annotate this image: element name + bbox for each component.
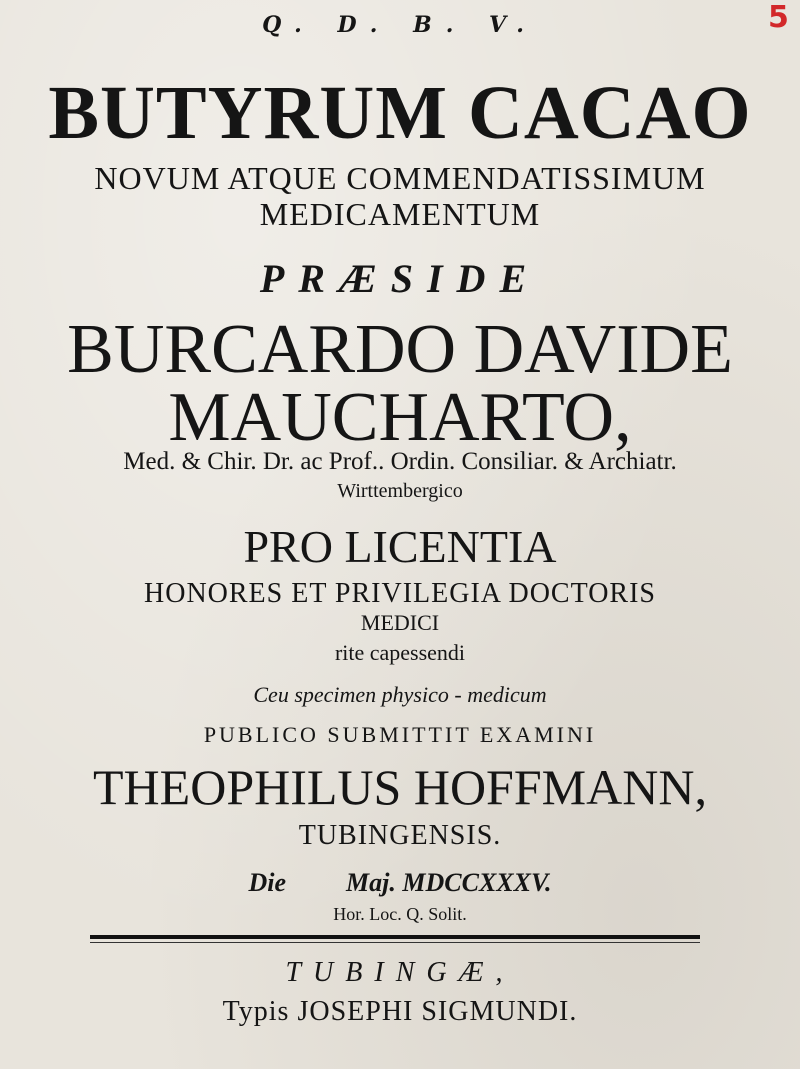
divider-rule-thin xyxy=(90,942,700,943)
respondent-name: THEOPHILUS HOFFMANN, xyxy=(93,759,707,815)
publico-line: PUBLICO SUBMITTIT EXAMINI xyxy=(203,722,597,747)
honores-line: HONORES ET PRIVILEGIA DOCTORIS xyxy=(144,578,656,609)
day-label: Die xyxy=(248,868,287,897)
president-name-line-1: BURCARDO DAVIDE xyxy=(67,311,733,388)
medici-line: MEDICI xyxy=(360,610,440,635)
specimen-line: Ceu specimen physico - medicum xyxy=(253,682,547,707)
president-titles: Med. & Chir. Dr. ac Prof.. Ordin. Consiliar. & Archiatr. xyxy=(123,448,677,475)
imprint-printer: Typis JOSEPHI SIGMUNDI. xyxy=(222,996,578,1027)
praeside-label: PRÆSIDE xyxy=(259,256,541,301)
hour-location-line: Hor. Loc. Q. Solit. xyxy=(333,904,467,924)
date-line xyxy=(0,868,800,898)
divider-rule-thick xyxy=(90,935,700,939)
president-affiliation: Wirttembergico xyxy=(337,480,463,502)
president-name-line-2: MAUCHARTO, xyxy=(168,379,632,456)
subtitle-line-1: NOVUM ATQUE COMMENDATISSIMUM xyxy=(94,160,706,196)
pro-licentia-heading: PRO LICENTIA xyxy=(243,521,557,572)
page-title: BUTYRUM CACAO xyxy=(48,71,752,155)
subtitle-line-2: MEDICAMENTUM xyxy=(259,196,541,232)
header-initials: Q. D. B. V. xyxy=(262,12,538,38)
respondent-origin: TUBINGENSIS. xyxy=(298,820,502,851)
corner-number-mark: 5 xyxy=(768,0,789,35)
date-text: Maj. MDCCXXXV. xyxy=(346,868,552,897)
rite-line: rite capessendi xyxy=(334,640,466,665)
imprint-place: TUBINGÆ, xyxy=(285,957,515,988)
